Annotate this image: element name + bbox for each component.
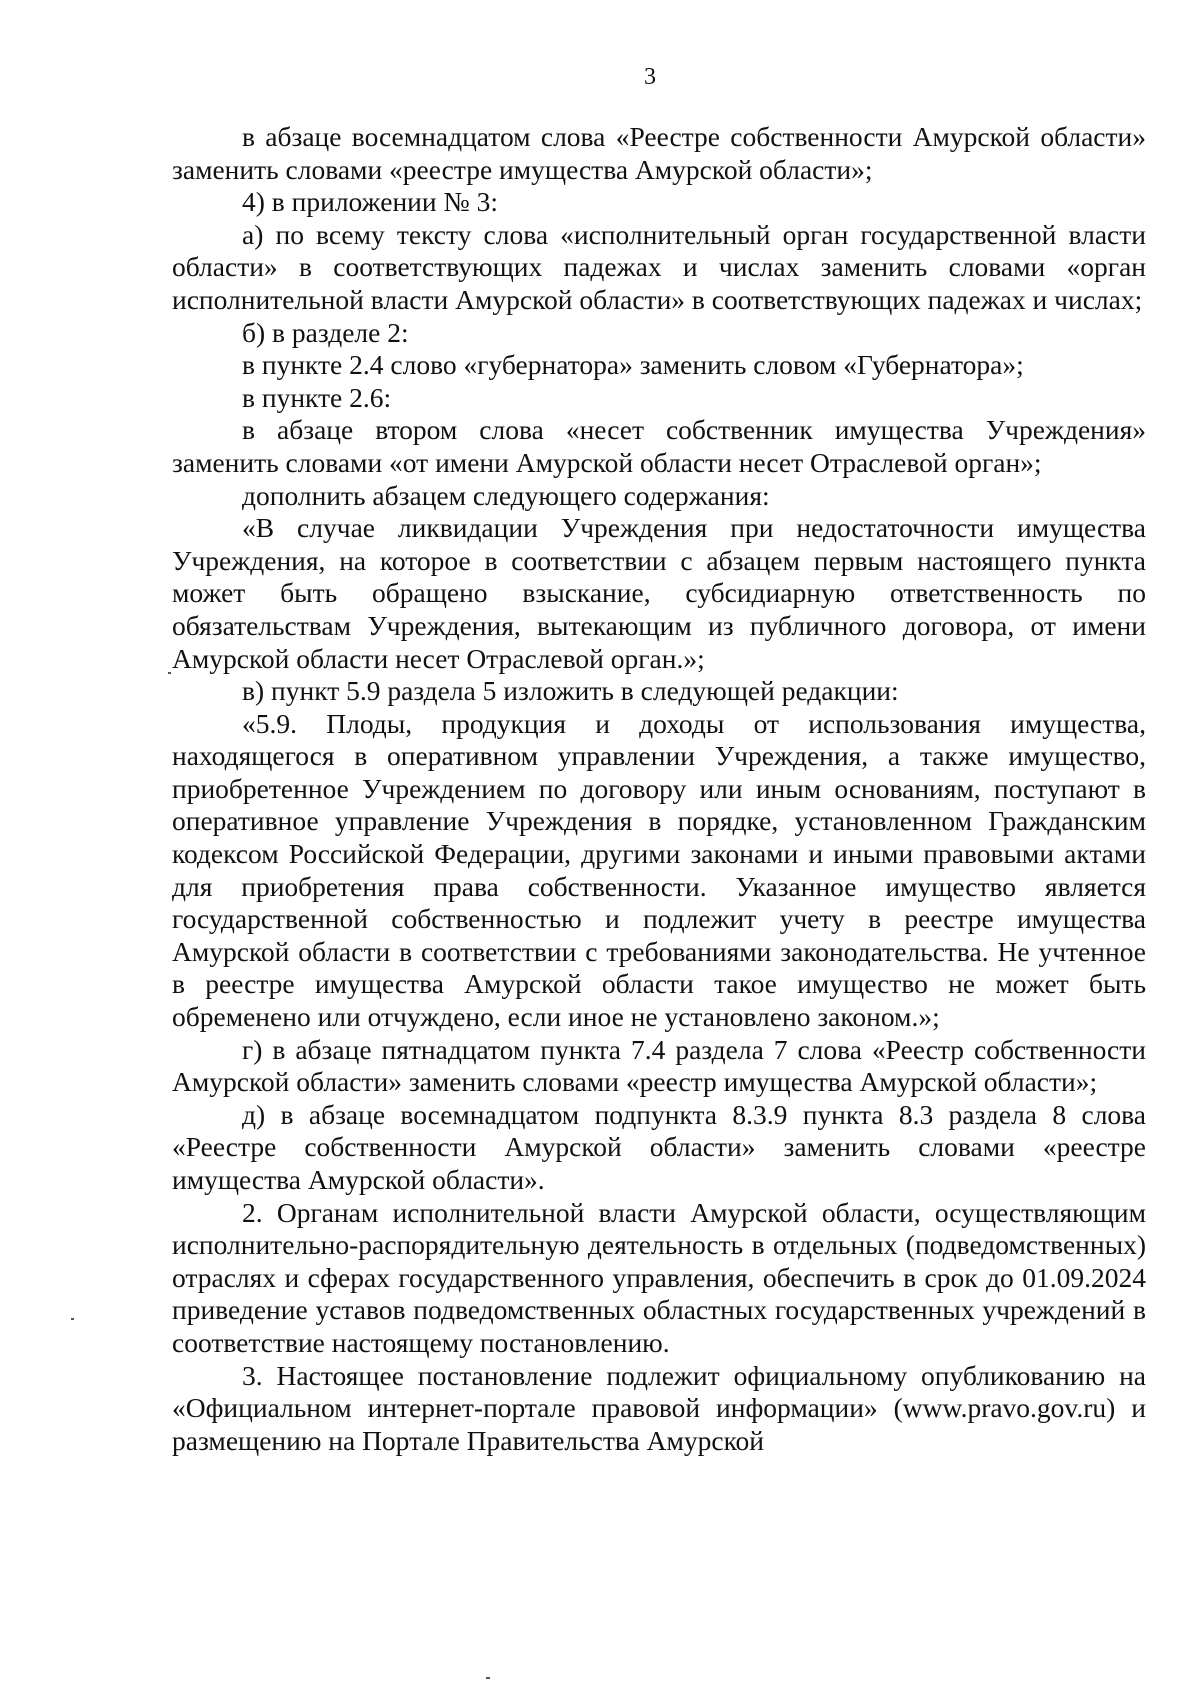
scan-speck (71, 1318, 74, 1320)
paragraph-9: «В случае ликвидации Учреждения при недостаточности имущества Учреждения, на которое в соответствии с абзацем первым настоящего пункта может быть обращено взыскание, субсидиарную ответственность по обязательствам Учреждения, вытекающим из публичного договора, от имени Амурской области несет Отраслевой орган.»; (172, 512, 1146, 674)
paragraph-15: 3. Настоящее постановление подлежит официальному опубликованию на «Официальном интернет-портале правовой информации» (www.pravo.gov.ru) и размещению на Портале Правительства Амурской (172, 1359, 1146, 1456)
paragraph-14: 2. Органам исполнительной власти Амурской области, осуществляющим исполнительно-распорядительную деятельность в отдельных (подведомственных) отраслях и сферах государственного управления, обеспечить в срок до 01.09.2024 приведение уставов подведомственных областных государственных учреждений в соответствие настоящему постановлению. (172, 1196, 1146, 1358)
paragraph-13: д) в абзаце восемнадцатом подпункта 8.3.9 пункта 8.3 раздела 8 слова «Реестре собственности Амурской области» заменить словами «реестре имущества Амурской области». (172, 1098, 1146, 1195)
paragraph-11: «5.9. Плоды, продукция и доходы от использования имущества, находящегося в оперативном управлении Учреждения, а также имущество, приобретенное Учреждением по договору или иным основаниям, поступают в оперативное управление Учреждения в порядке, установленном Гражданским кодексом Российской Федерации, другими законами и иными правовыми актами для приобретения права собственности. Указанное имущество является государственной собственностью и подлежит учету в реестре имущества Амурской области в соответствии с требованиями законодательства. Не учтенное в реестре имущества Амурской области такое имущество не может быть обременено или отчуждено, если иное не установлено законом.»; (172, 707, 1146, 1033)
paragraph-4: б) в разделе 2: (242, 316, 409, 348)
paragraph-12: г) в абзаце пятнадцатом пункта 7.4 раздела 7 слова «Реестр собственности Амурской области» заменить словами «реестр имущества Амурской области»; (172, 1033, 1146, 1098)
paragraph-5: в пункте 2.4 слово «губернатора» заменить словом «Губернатора»; (242, 349, 1024, 381)
document-body (172, 121, 1146, 1457)
paragraph-3: а) по всему тексту слова «исполнительный орган государственной власти области» в соответствующих падежах и числах заменить словами «орган исполнительной власти Амурской области» в соответствующих падежах и числах; (172, 218, 1146, 315)
paragraph-7: в абзаце втором слова «несет собственник имущества Учреждения» заменить словами «от имени Амурской области несет Отраслевой орган»; (172, 414, 1146, 478)
page-number: 3 (644, 64, 656, 90)
paragraph-8: дополнить абзацем следующего содержания: (242, 479, 770, 511)
paragraph-2: 4) в приложении № 3: (242, 186, 498, 218)
scan-speck (168, 672, 171, 674)
paragraph-1: в абзаце восемнадцатом слова «Реестре собственности Амурской области» заменить словами «реестре имущества Амурской области»; (172, 121, 1146, 185)
scan-speck (486, 1677, 490, 1679)
paragraph-10: в) пункт 5.9 раздела 5 изложить в следующей редакции: (242, 675, 899, 707)
paragraph-6: в пункте 2.6: (242, 381, 392, 413)
